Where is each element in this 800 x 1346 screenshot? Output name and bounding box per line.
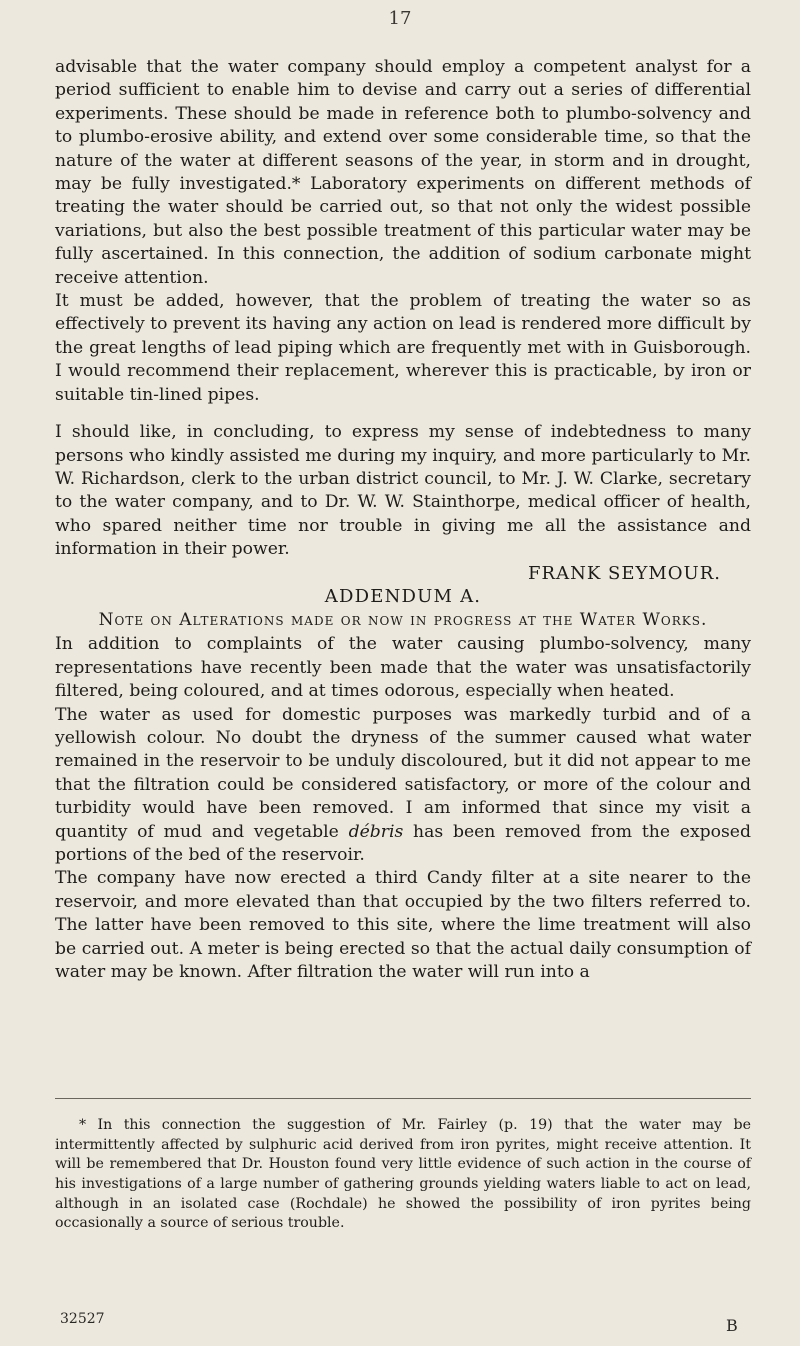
- footnote-divider: [55, 1098, 751, 1099]
- paragraph: In addition to complaints of the water causing plumbo-solvency, many representations have recently been made that the water was unsatisfactorily filtered, being coloured, and at times odorous, especially when heated.: [55, 634, 751, 702]
- page-number: 17: [388, 8, 412, 29]
- addendum-heading: ADDENDUM A.: [324, 585, 482, 607]
- gathering-signature-letter: B: [726, 1316, 738, 1335]
- italic-term: débris: [348, 821, 404, 842]
- paragraph-text: has been removed from the exposed portions of the bed of the reservoir.: [55, 821, 751, 865]
- paragraph: The company have now erected a third Candy filter at a site nearer to the reservoir, and more elevated than that occupied by the two filters referred to. The latter have been removed to this site, where the lime treatment will also be carried out. A meter is being erected so that the actual daily consumption of water may be known. After filtration the water will run into a: [55, 868, 751, 983]
- printer-signature-code: 32527: [60, 1311, 105, 1327]
- paragraph: advisable that the water company should employ a competent analyst for a period sufficient to enable him to devise and carry out a series of differential experiments. These should be made in reference both to plumbo-solvency and to plumbo-erosive ability, and extend over some considerable time, so that the nature of the water at different seasons of the year, in storm and in drought, may be fully investigated.* Laboratory experiments on different methods of treating the water should be carried out, so that not only the widest possible variations, but also the best possible treatment of this particular water may be fully ascertained. In this connection, the addition of sodium carbonate might receive attention.: [55, 57, 751, 288]
- footnote: * In this connection the suggestion of Mr. Fairley (p. 19) that the water may be intermittently affected by sulphuric acid derived from iron pyrites, might receive attention. It will be remembered that Dr. Houston found very little evidence of such action in the course of his investigations of a large number of gathering grounds yielding waters liable to act on lead, although in an isolated case (Rochdale) he showed the possibility of iron pyrites being occasionally a source of serious trouble.: [55, 1117, 751, 1232]
- paragraph: It must be added, however, that the problem of treating the water so as effectively to prevent its having any action on lead is rendered more difficult by the great lengths of lead piping which are frequently met with in Guisborough. I would recommend their replacement, wherever this is practicable, by iron or suitable tin-lined pipes.: [55, 291, 751, 405]
- paragraph: I should like, in concluding, to express my sense of indebtedness to many persons who kindly assisted me during my inquiry, and more particularly to Mr. W. Richardson, clerk to the urban district council, to Mr. J. W. Clarke, secretary to the water company, and to Dr. W. W. Stainthorpe, medical officer of health, who spared neither time nor trouble in giving me all the assistance and information in their power.: [55, 422, 751, 560]
- addendum-subheading: Note on Alterations made or now in progress at the Water Works.: [98, 610, 708, 631]
- paragraph: [55, 704, 751, 868]
- paragraph-text: The water as used for domestic purposes was markedly turbid and of a yellowish colour. No doubt the dryness of the summer caused what water remained in the reservoir to be unduly discoloured, but it did not appear to me that the filtration could be considered satisfactory, or more of the colour and turbidity would have been removed. I am informed that since my visit a quantity of mud and vegetable: [55, 704, 751, 842]
- author-signature: FRANK SEYMOUR.: [528, 562, 721, 584]
- main-text-block: [55, 56, 751, 984]
